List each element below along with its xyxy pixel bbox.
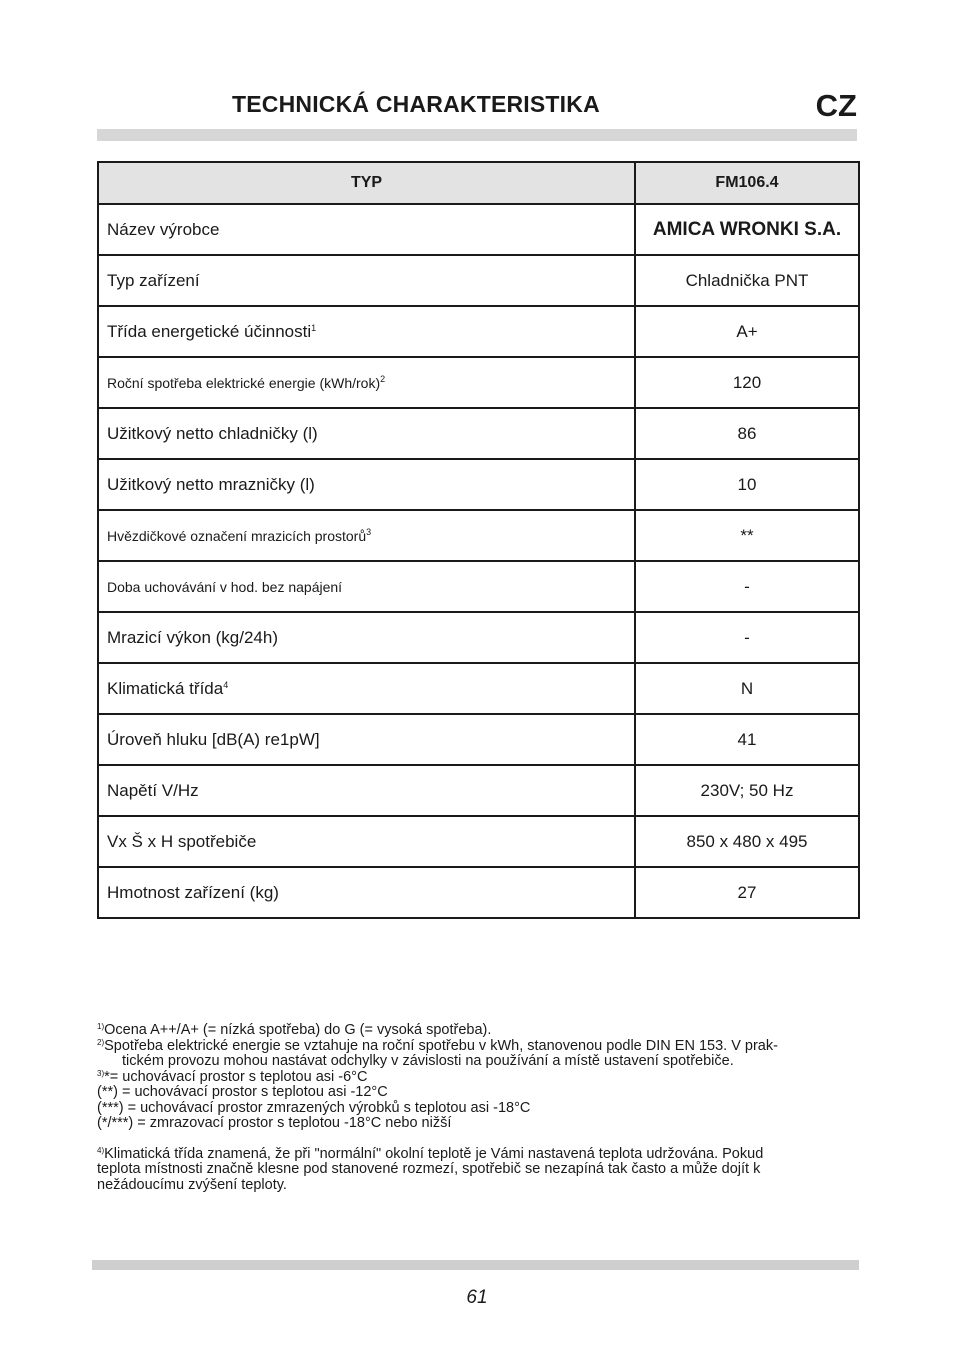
table-row xyxy=(98,867,859,918)
row-label-text: Vx Š x H spotřebiče xyxy=(107,831,257,851)
type-header: TYP xyxy=(98,162,635,204)
row-label-text: Klimatická třída xyxy=(107,678,224,698)
row-label xyxy=(98,357,635,408)
row-label xyxy=(98,408,635,459)
table-row xyxy=(98,561,859,612)
table-row xyxy=(98,612,859,663)
footer-divider xyxy=(92,1260,859,1270)
row-label xyxy=(98,714,635,765)
footnote-text: *= uchovávací prostor s teplotou asi -6°C xyxy=(104,1068,368,1085)
row-value: 850 x 480 x 495 xyxy=(635,816,859,867)
row-label-text: Napětí V/Hz xyxy=(107,780,199,800)
page-number: 61 xyxy=(466,1287,488,1308)
table-row xyxy=(98,663,859,714)
row-label-text: Mrazicí výkon (kg/24h) xyxy=(107,627,278,647)
footnote-marker: 4) xyxy=(97,1145,105,1155)
row-value: N xyxy=(635,663,859,714)
table-row xyxy=(98,816,859,867)
row-value: 41 xyxy=(635,714,859,765)
table-row xyxy=(98,306,859,357)
row-value: A+ xyxy=(635,306,859,357)
table-row xyxy=(98,459,859,510)
footnote-marker: 3) xyxy=(97,1068,105,1078)
footnote-text: Ocena A++/A+ (= nízká spotřeba) do G (= vysoká spotřeba). xyxy=(104,1022,492,1038)
row-label-text: Název výrobce xyxy=(107,219,220,239)
row-value: AMICA WRONKI S.A. xyxy=(635,204,859,255)
footnote-ref: 2 xyxy=(380,373,386,384)
row-value: 120 xyxy=(635,357,859,408)
row-value: - xyxy=(635,561,859,612)
page-title: TECHNICKÁ CHARAKTERISTIKA xyxy=(232,91,600,117)
footnote-3 xyxy=(97,1070,857,1086)
footnote-3-line: (***) = uchovávací prostor zmrazených výrobků s teplotou asi -18°C xyxy=(97,1099,531,1116)
row-label-text: Hmotnost zařízení (kg) xyxy=(107,882,279,902)
row-label xyxy=(98,663,635,714)
table-row xyxy=(98,204,859,255)
row-label xyxy=(98,204,635,255)
row-label xyxy=(98,867,635,918)
footnote-1 xyxy=(97,1023,857,1039)
footnote-2-continued: tickém provozu mohou nastávat odchylky v závislosti na používání a místě ustavení spotřebiče. xyxy=(122,1053,734,1069)
row-label-text: Hvězdičkové označení mrazicích prostorů xyxy=(107,527,367,544)
table-row xyxy=(98,510,859,561)
row-label-text: Užitkový netto chladničky (l) xyxy=(107,423,318,443)
row-label xyxy=(98,255,635,306)
model-header: FM106.4 xyxy=(635,162,859,204)
row-label xyxy=(98,765,635,816)
row-label xyxy=(98,510,635,561)
row-value: 230V; 50 Hz xyxy=(635,765,859,816)
row-label xyxy=(98,816,635,867)
row-label-text: Užitkový netto mrazničky (l) xyxy=(107,474,315,494)
footnote-marker: 1) xyxy=(97,1022,105,1031)
row-label xyxy=(98,561,635,612)
table-row xyxy=(98,255,859,306)
table-row xyxy=(98,408,859,459)
footnote-ref: 3 xyxy=(366,526,372,537)
row-label xyxy=(98,459,635,510)
footnote-2 xyxy=(97,1039,857,1055)
footnote-ref: 4 xyxy=(223,679,229,690)
spec-table xyxy=(97,161,860,919)
footnote-text: Spotřeba elektrické energie se vztahuje na roční spotřebu v kWh, stanovenou podle DIN EN 153. V prak- xyxy=(104,1037,778,1054)
table-row xyxy=(98,714,859,765)
row-label xyxy=(98,612,635,663)
row-label-text: Typ zařízení xyxy=(107,270,200,290)
row-value: 27 xyxy=(635,867,859,918)
row-value: ** xyxy=(635,510,859,561)
footnote-spacer xyxy=(97,1132,857,1147)
footnotes xyxy=(97,1023,857,1193)
row-value: - xyxy=(635,612,859,663)
footnote-marker: 2) xyxy=(97,1037,105,1047)
footnote-4-line: nežádoucímu zvýšení teploty. xyxy=(97,1176,287,1193)
table-row xyxy=(98,765,859,816)
footnote-text: Klimatická třída znamená, že při "normální" okolní teplotě je Vámi nastavená teplota udržována. Pokud xyxy=(104,1145,764,1162)
row-label-text: Roční spotřeba elektrické energie (kWh/rok) xyxy=(107,374,381,391)
row-label-text: Úroveň hluku [dB(A) re1pW] xyxy=(107,729,320,749)
footnote-3-line: (**) = uchovávací prostor s teplotou asi -12°C xyxy=(97,1084,388,1100)
row-value: Chladnička PNT xyxy=(635,255,859,306)
row-label-text: Třída energetické účinnosti xyxy=(107,321,312,341)
language-code: CZ xyxy=(815,88,857,123)
table-row xyxy=(98,357,859,408)
footnote-3-line: (*/***) = zmrazovací prostor s teplotou -18°C nebo nižší xyxy=(97,1115,452,1131)
footnote-ref: 1 xyxy=(311,322,317,333)
row-label xyxy=(98,306,635,357)
row-value: 10 xyxy=(635,459,859,510)
table-header-row xyxy=(98,162,859,204)
footnote-4-line: teplota místnosti značně klesne pod stanovené rozmezí, spotřebič se nezapíná tak často a může dojít k xyxy=(97,1161,761,1177)
row-label-text: Doba uchovávání v hod. bez napájení xyxy=(107,578,343,595)
row-value: 86 xyxy=(635,408,859,459)
footnote-4 xyxy=(97,1147,857,1163)
title-divider xyxy=(97,129,857,141)
